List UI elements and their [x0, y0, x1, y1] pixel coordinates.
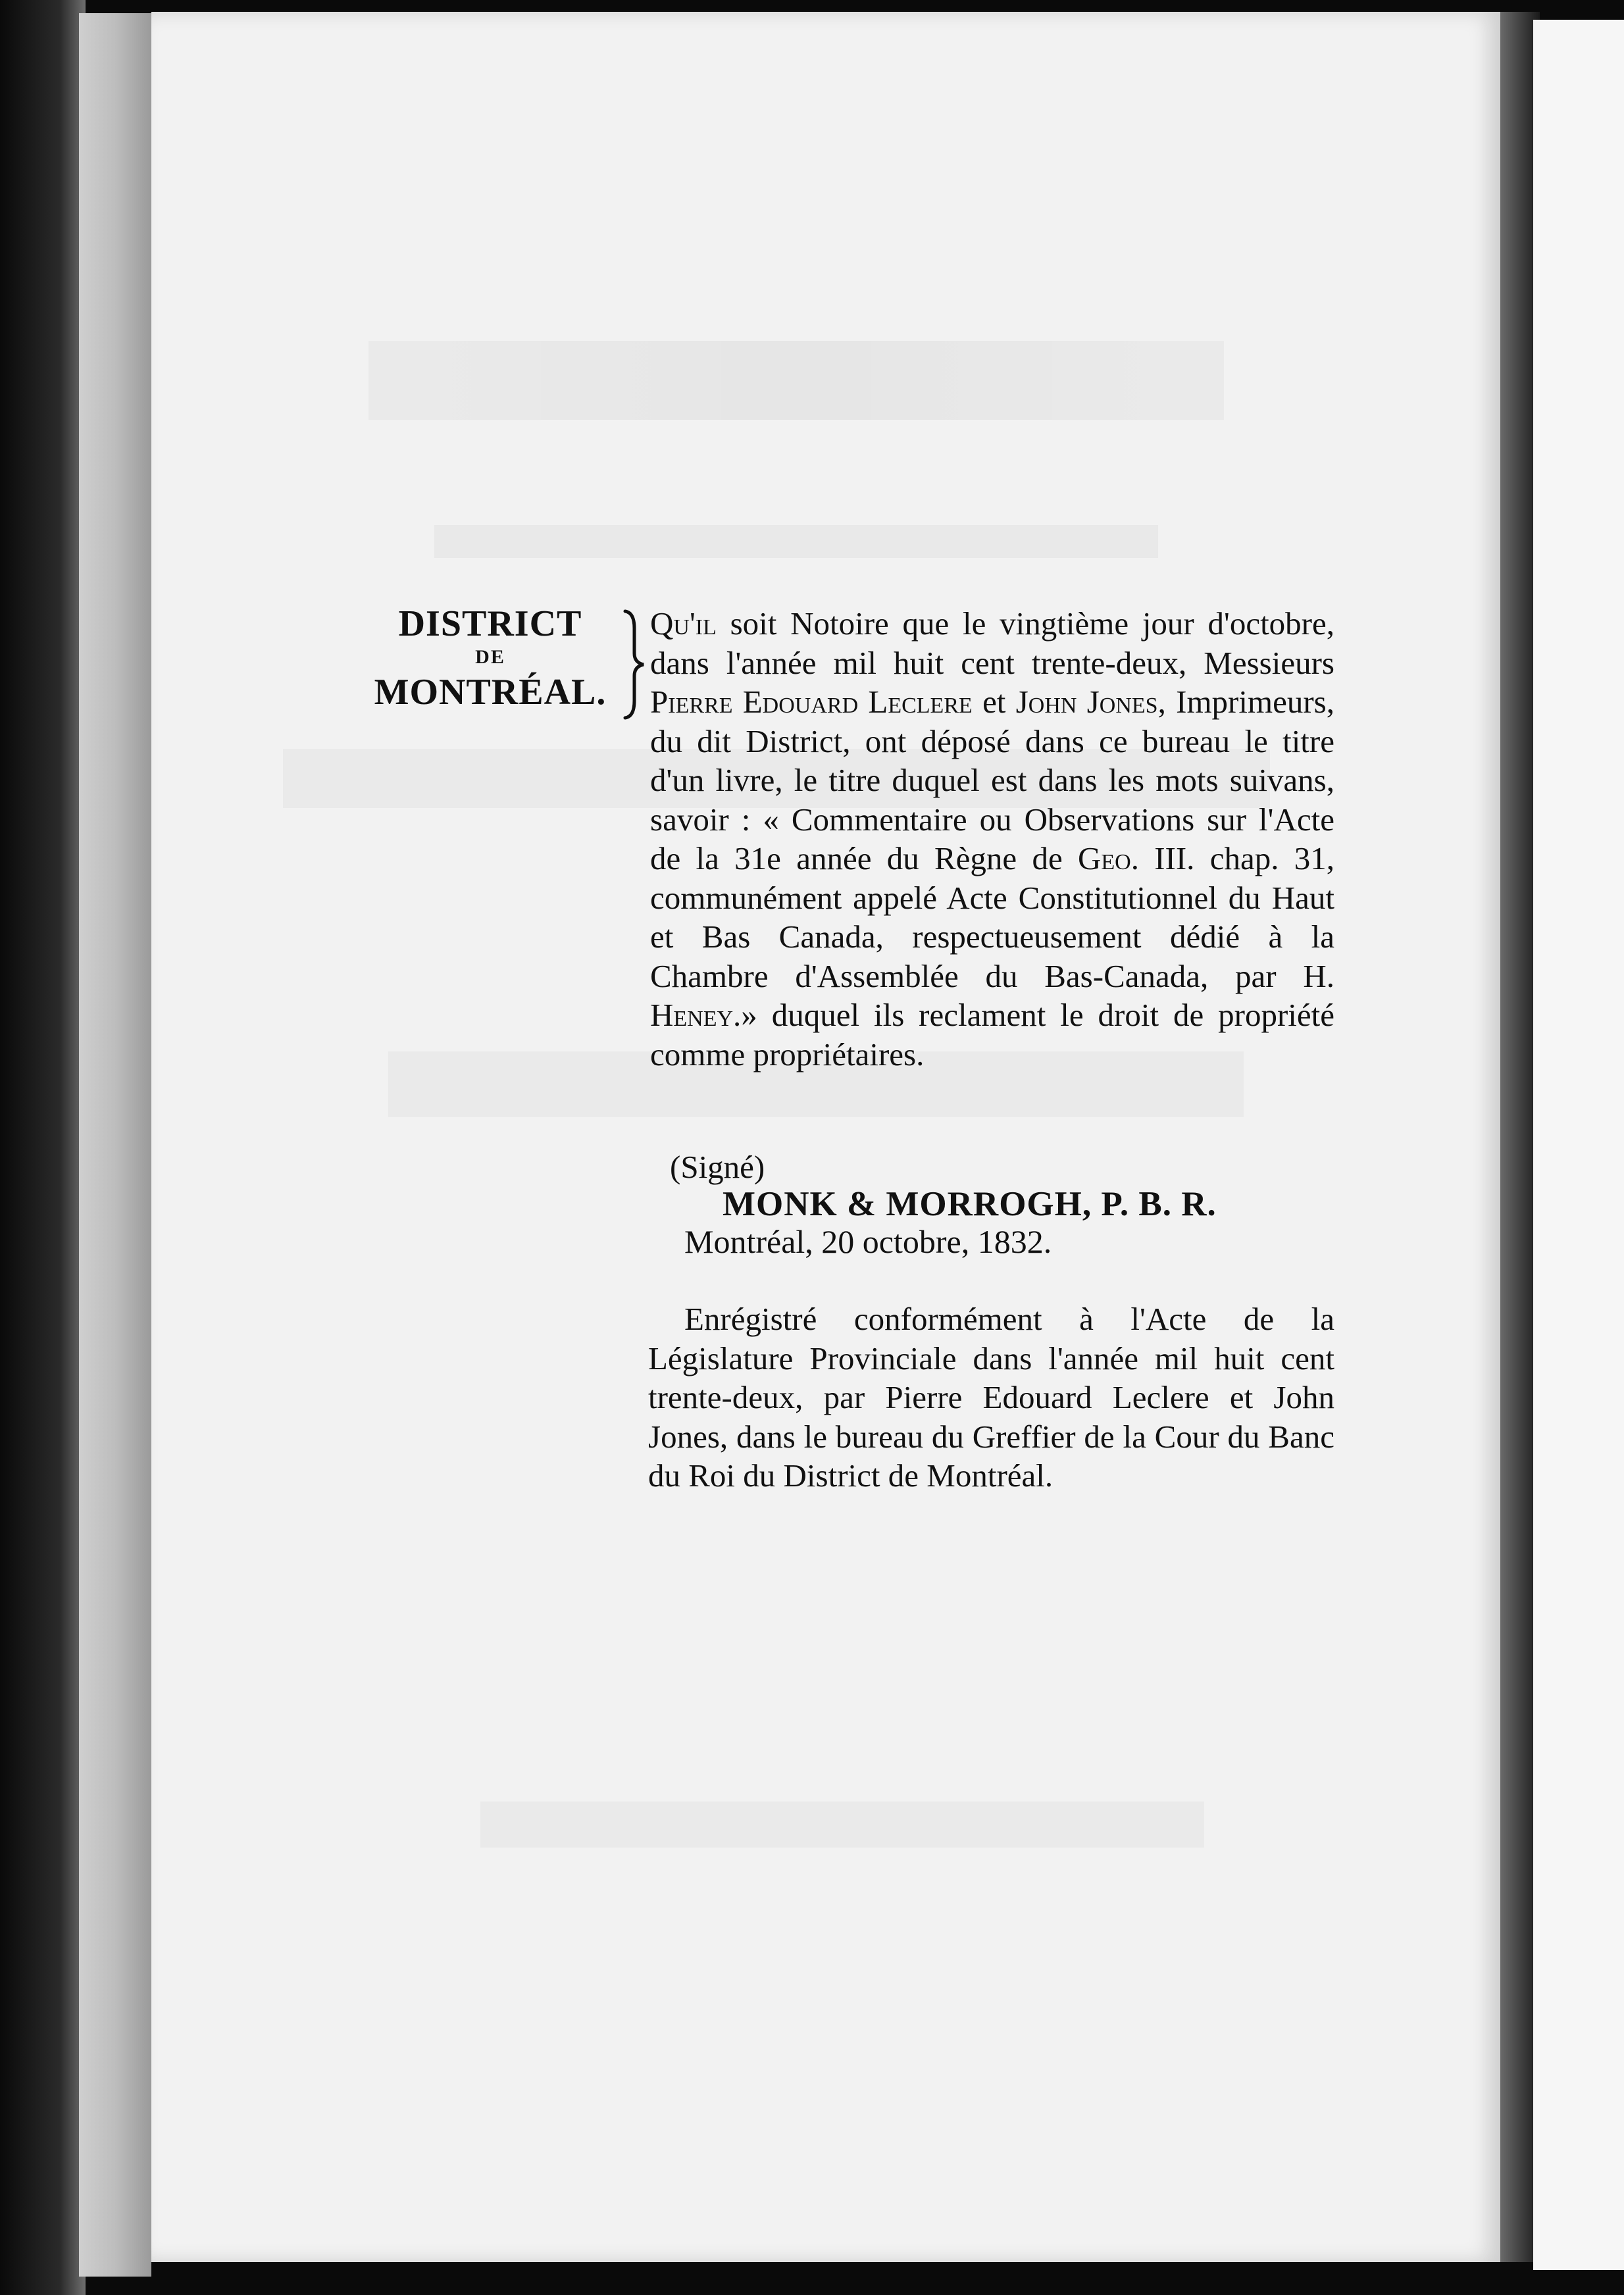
notice-text: soit Notoire que le vingtième jour d'octobre, dans l'année mil huit cent trente-deux, Messieurs	[650, 605, 1334, 681]
notice-text: » duquel ils reclament le droit de propriété comme propriétaires.	[650, 997, 1334, 1072]
signer-name: MONK & MORROGH, P. B. R.	[723, 1185, 1217, 1223]
district-de: DE	[475, 646, 505, 668]
adjacent-page-edge	[1533, 20, 1624, 2270]
district-heading	[359, 604, 622, 713]
notice-name: Heney.	[650, 997, 742, 1033]
bleed-through-title	[368, 341, 1224, 420]
copyright-notice	[650, 604, 1334, 1074]
book-page	[151, 12, 1500, 2262]
scan-left-border	[0, 0, 86, 2295]
book-spine-strip	[79, 13, 151, 2277]
notice-text: et	[972, 684, 1016, 720]
notice-text: , Imprimeurs, du dit District, ont déposé dans ce bureau le titre d'un livre, le titre duquel est dans les mots suivans, savoir : « Commentaire ou Observations sur l'Acte de la 31e année du Règne de	[650, 684, 1334, 876]
notice-name: Pierre Edouard Leclere	[650, 684, 973, 720]
bleed-through-line	[480, 1802, 1204, 1848]
sign-place-date: Montréal, 20 octobre, 1832.	[684, 1223, 1052, 1260]
notice-lead: Qu'il	[650, 605, 717, 642]
district-line: DISTRICT	[398, 603, 582, 644]
registration-note: Enrégistré conformément à l'Acte de la Législature Provinciale dans l'année mil huit cent trente-deux, par Pierre Edouard Leclere et John Jones, dans le bureau du Greffier de la Cour du Banc du Roi du District de Montréal.	[648, 1301, 1334, 1494]
notice-name: Geo.	[1077, 840, 1139, 876]
signed-label: (Signé)	[670, 1149, 765, 1185]
notice-text: III. chap. 31, communément appelé Acte Constitutionnel du Haut et Bas Canada, respectueusement dédié à la Chambre d'Assemblée du Bas-Canada, par H.	[650, 840, 1334, 994]
district-montreal: MONTRÉAL.	[374, 672, 607, 713]
bleed-through-line	[434, 525, 1158, 558]
curly-brace-icon	[620, 609, 646, 720]
notice-name: John Jones	[1015, 684, 1158, 720]
